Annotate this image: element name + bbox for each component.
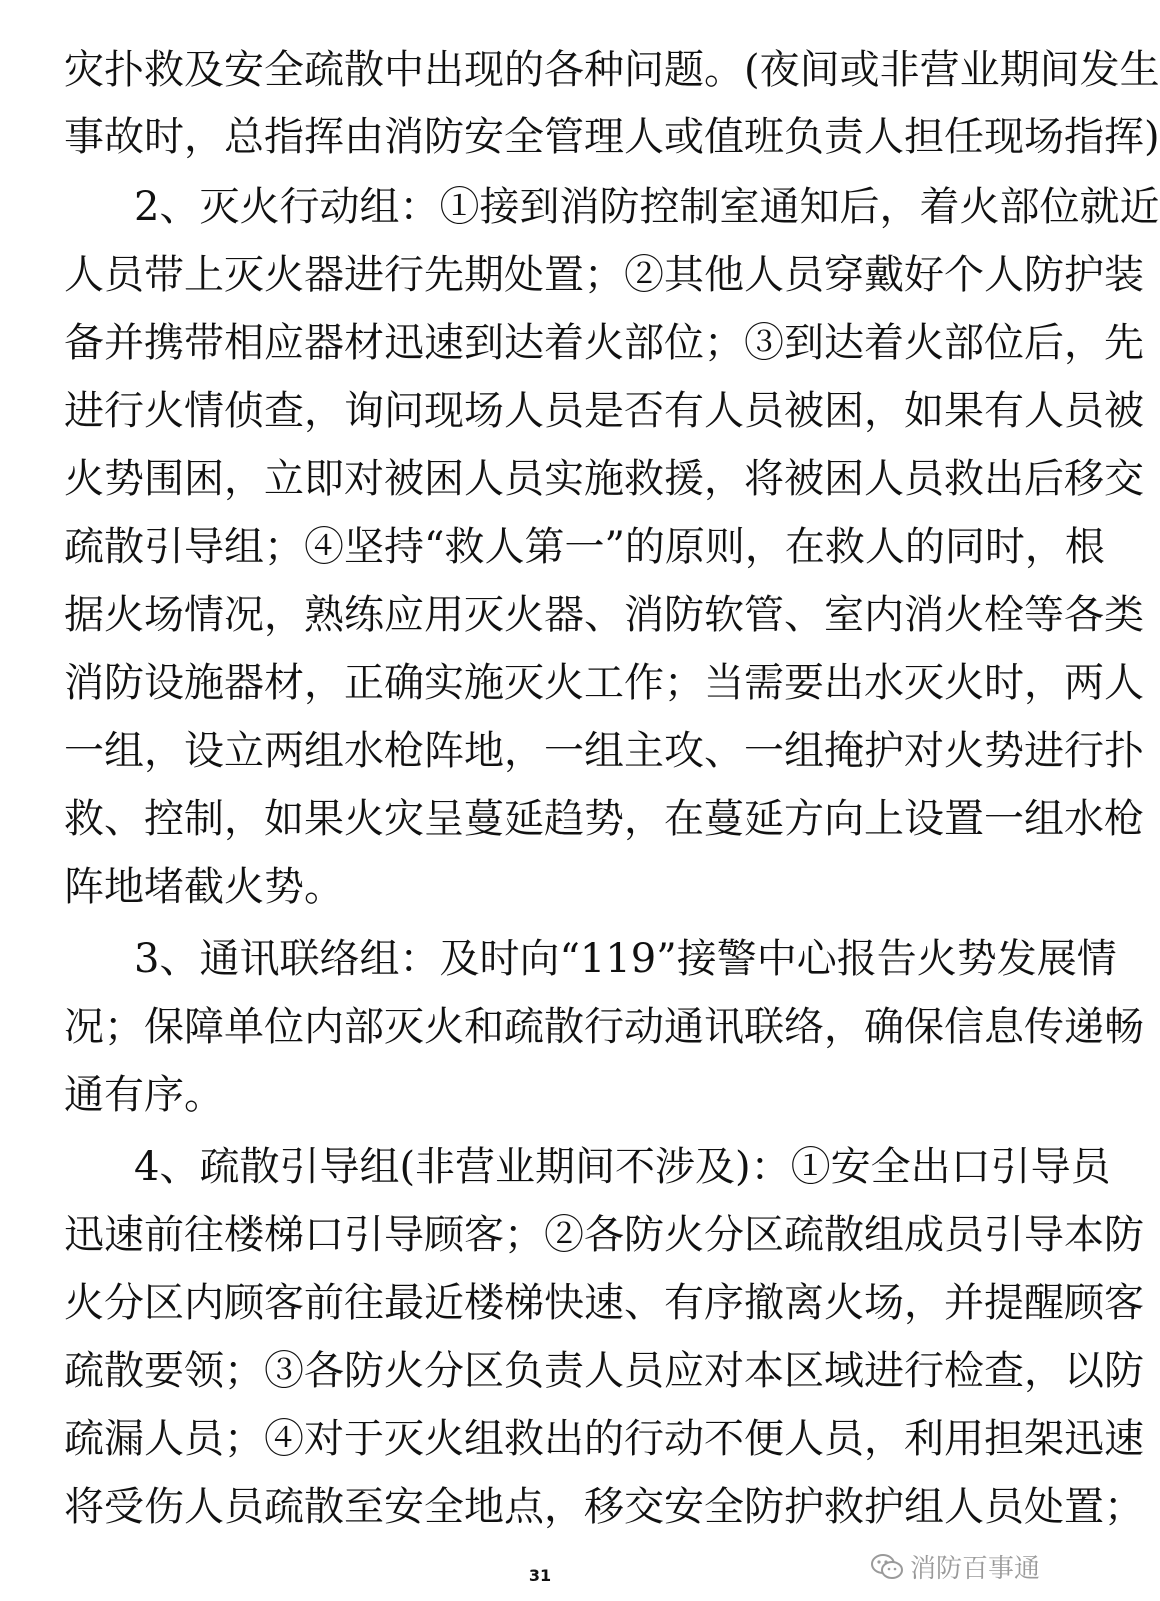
- watermark-text: 消防百事通: [909, 1554, 1040, 1584]
- text-line: 通有序。: [64, 1072, 224, 1118]
- text-line: 救、控制，如果火灾呈蔓延趋势，在蔓延方向上设置一组水枪: [64, 796, 1144, 842]
- text-line: 迅速前往楼梯口引导顾客；②各防火分区疏散组成员引导本防: [64, 1212, 1144, 1258]
- text-line: 疏散要领；③各防火分区负责人员应对本区域进行检查，以防: [64, 1348, 1144, 1394]
- text-line: 将受伤人员疏散至安全地点，移交安全防护救护组人员处置；: [64, 1484, 1144, 1530]
- text-line: 进行火情侦查，询问现场人员是否有人员被困，如果有人员被: [64, 388, 1144, 434]
- text-line: 火分区内顾客前往最近楼梯快速、有序撤离火场，并提醒顾客: [64, 1280, 1144, 1326]
- text-line: 疏散引导组；④坚持“救人第一”的原则，在救人的同时，根: [64, 524, 1105, 570]
- text-line: 2、灭火行动组：①接到消防控制室通知后，着火部位就近: [134, 184, 1160, 230]
- text-line: 况；保障单位内部灭火和疏散行动通讯联络，确保信息传递畅: [64, 1004, 1144, 1050]
- text-line: 阵地堵截火势。: [64, 864, 344, 910]
- text-line: 人员带上灭火器进行先期处置；②其他人员穿戴好个人防护装: [64, 252, 1144, 298]
- text-line: 消防设施器材，正确实施灭火工作；当需要出水灭火时，两人: [64, 660, 1144, 706]
- watermark: [870, 1548, 1040, 1585]
- text-line: 疏漏人员；④对于灭火组救出的行动不便人员，利用担架迅速: [64, 1416, 1144, 1462]
- page-number: 31: [528, 1566, 552, 1585]
- text-line: 据火场情况，熟练应用灭火器、消防软管、室内消火栓等各类: [64, 592, 1144, 638]
- text-line: 灾扑救及安全疏散中出现的各种问题。(夜间或非营业期间发生: [64, 47, 1160, 93]
- wechat-icon: [870, 1553, 904, 1581]
- text-line: 备并携带相应器材迅速到达着火部位；③到达着火部位后，先: [64, 320, 1144, 366]
- text-line: 4、疏散引导组(非营业期间不涉及)：①安全出口引导员: [134, 1144, 1111, 1190]
- text-line: 一组，设立两组水枪阵地，一组主攻、一组掩护对火势进行扑: [64, 728, 1144, 774]
- text-line: 3、通讯联络组：及时向“119”接警中心报告火势发展情: [134, 936, 1117, 982]
- text-line: 事故时，总指挥由消防安全管理人或值班负责人担任现场指挥): [64, 114, 1160, 160]
- text-line: 火势围困，立即对被困人员实施救援，将被困人员救出后移交: [64, 456, 1144, 502]
